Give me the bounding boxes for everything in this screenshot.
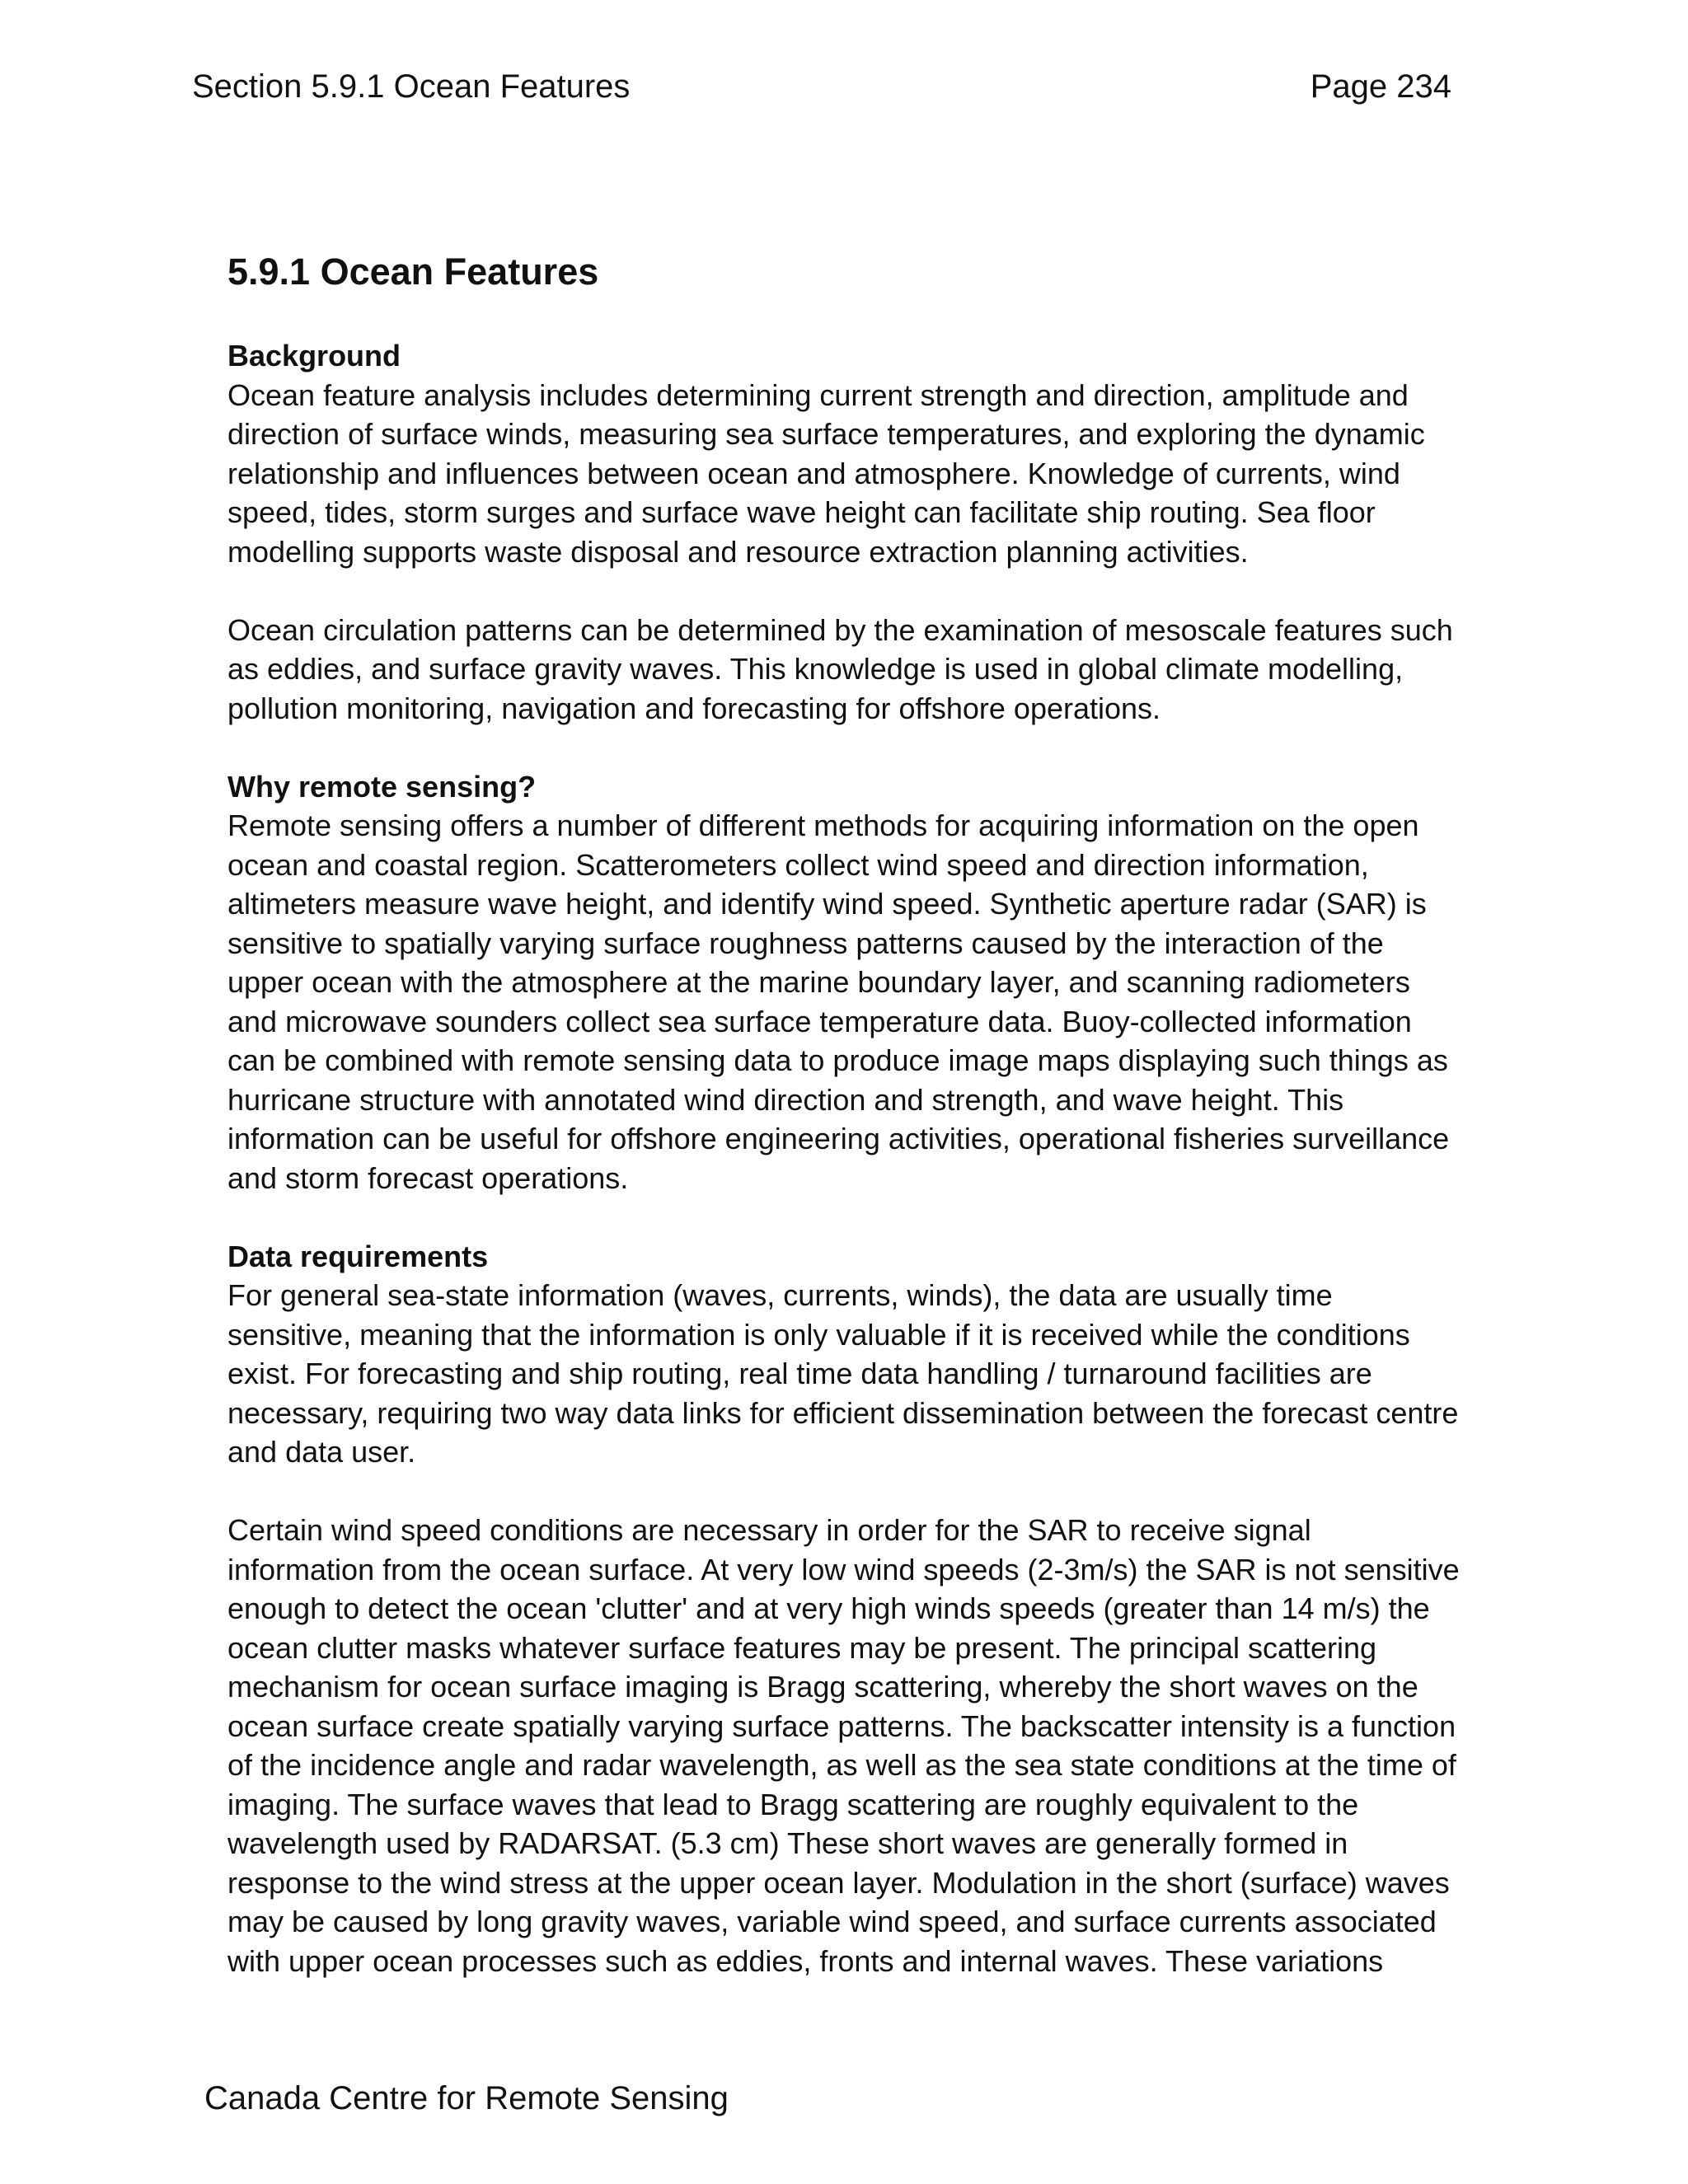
text-line: sensitive to spatially varying surface roughness patterns caused by the interaction of the: [227, 926, 1384, 960]
main-content: [227, 247, 1472, 1980]
text-line: Ocean circulation patterns can be determined by the examination of mesoscale features such: [227, 612, 1453, 647]
text-line: mechanism for ocean surface imaging is Bragg scattering, whereby the short waves on the: [227, 1670, 1418, 1704]
text-line: can be combined with remote sensing data to produce image maps displaying such things as: [227, 1043, 1448, 1077]
text-line: ocean and coastal region. Scatterometers collect wind speed and direction information,: [227, 847, 1369, 882]
text-line: ocean clutter masks whatever surface features may be present. The principal scattering: [227, 1630, 1377, 1665]
text-line: altimeters measure wave height, and identify wind speed. Synthetic aperture radar (SAR) is: [227, 887, 1427, 921]
text-line: and microwave sounders collect sea surface temperature data. Buoy-collected information: [227, 1004, 1412, 1038]
text-line: with upper ocean processes such as eddies, fronts and internal waves. These variations: [227, 1943, 1384, 1978]
header-page-number: Page 234: [1310, 68, 1451, 105]
text-line: response to the wind stress at the upper ocean layer. Modulation in the short (surface) waves: [227, 1865, 1450, 1900]
paragraph: [227, 806, 1472, 1197]
section-heading-data-requirements: Data requirements: [227, 1239, 489, 1273]
text-line: Remote sensing offers a number of different methods for acquiring information on the open: [227, 808, 1419, 842]
paragraph: [227, 1276, 1472, 1472]
section-heading-background: Background: [227, 339, 401, 373]
text-line: Ocean feature analysis includes determining current strength and direction, amplitude and: [227, 377, 1409, 412]
text-line: For general sea-state information (waves, currents, winds), the data are usually time: [227, 1278, 1333, 1312]
paragraph: [227, 376, 1472, 572]
text-line: as eddies, and surface gravity waves. This knowledge is used in global climate modelling,: [227, 652, 1404, 686]
text-line: necessary, requiring two way data links for efficient dissemination between the forecast centre: [227, 1395, 1459, 1430]
text-line: upper ocean with the atmosphere at the marine boundary layer, and scanning radiometers: [227, 965, 1410, 999]
text-line: sensitive, meaning that the information is only valuable if it is received while the conditions: [227, 1317, 1410, 1352]
text-line: wavelength used by RADARSAT. (5.3 cm) These short waves are generally formed in: [227, 1826, 1348, 1860]
text-line: pollution monitoring, navigation and forecasting for offshore operations.: [227, 691, 1161, 725]
text-line: exist. For forecasting and ship routing, real time data handling / turnaround facilities are: [227, 1357, 1372, 1390]
text-line: modelling supports waste disposal and resource extraction planning activities.: [227, 534, 1249, 569]
section-heading-why-remote-sensing: Why remote sensing?: [227, 769, 537, 804]
text-line: relationship and influences between ocean and atmosphere. Knowledge of currents, wind: [227, 456, 1400, 490]
text-line: of the incidence angle and radar wavelength, as well as the sea state conditions at the time of: [227, 1748, 1456, 1782]
page-footer: Canada Centre for Remote Sensing: [204, 2080, 729, 2116]
header-section-label: Section 5.9.1 Ocean Features: [192, 68, 631, 105]
text-line: enough to detect the ocean 'clutter' and at very high winds speeds (greater than 14 m/s) the: [227, 1591, 1430, 1625]
text-line: Certain wind speed conditions are necessary in order for the SAR to receive signal: [227, 1513, 1311, 1547]
text-line: and data user.: [227, 1435, 416, 1469]
text-line: and storm forecast operations.: [227, 1160, 629, 1195]
paragraph: [227, 611, 1472, 729]
text-line: hurricane structure with annotated wind direction and strength, and wave height. This: [227, 1082, 1344, 1117]
text-line: direction of surface winds, measuring sea surface temperatures, and exploring the dynamic: [227, 417, 1425, 451]
text-line: may be caused by long gravity waves, variable wind speed, and surface currents associated: [227, 1905, 1437, 1938]
page-title: 5.9.1 Ocean Features: [227, 251, 599, 293]
text-line: information can be useful for offshore engineering activities, operational fisheries surveillance: [227, 1122, 1450, 1155]
text-line: information from the ocean surface. At very low wind speeds (2-3m/s) the SAR is not sensitive: [227, 1552, 1460, 1586]
paragraph: [227, 1511, 1472, 1980]
text-line: ocean surface create spatially varying surface patterns. The backscatter intensity is a function: [227, 1708, 1456, 1743]
text-line: imaging. The surface waves that lead to Bragg scattering are roughly equivalent to the: [227, 1787, 1359, 1821]
text-line: speed, tides, storm surges and surface wave height can facilitate ship routing. Sea floor: [227, 495, 1376, 529]
